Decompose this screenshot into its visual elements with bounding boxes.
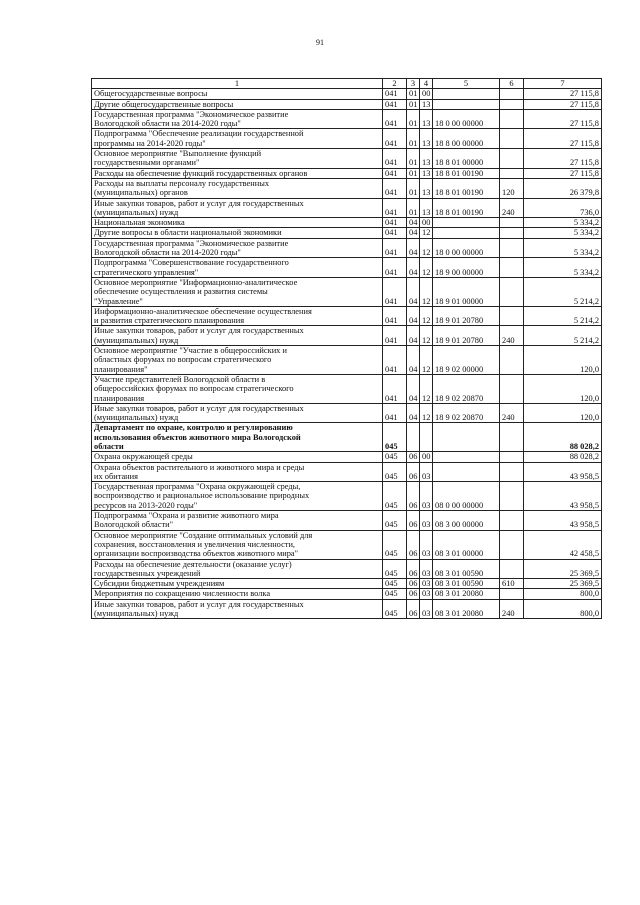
section-code-cell: 06 [407,599,420,619]
target-article-cell [433,89,500,99]
target-article-cell: 18 8 01 00190 [433,178,500,198]
target-article-cell: 08 3 00 00000 [433,511,500,531]
amount-cell: 43 958,5 [524,462,602,482]
table-row [92,168,602,178]
admin-code-cell: 045 [383,423,407,452]
target-article-cell [433,423,500,452]
header-row [92,79,602,89]
expense-type-cell [500,149,524,169]
target-article-cell [433,462,500,482]
table-row [92,89,602,99]
expense-type-cell [500,109,524,129]
admin-code-cell: 045 [383,589,407,599]
subsection-code-cell: 03 [420,482,433,511]
row-name-cell: Расходы на обеспечение деятельности (оказание услуг) государственных учреждений [92,559,383,579]
table-row [92,109,602,129]
expense-type-cell [500,258,524,278]
admin-code-cell: 045 [383,482,407,511]
row-name-cell: Расходы на обеспечение функций государственных органов [92,168,383,178]
expense-type-cell: 120 [500,178,524,198]
expense-type-cell [500,99,524,109]
expense-type-cell: 240 [500,403,524,423]
admin-code-cell: 041 [383,228,407,238]
amount-cell: 27 115,8 [524,129,602,149]
amount-cell: 5 334,2 [524,218,602,228]
header-cell: 3 [407,79,420,89]
admin-code-cell: 041 [383,198,407,218]
subsection-code-cell: 13 [420,178,433,198]
expense-type-cell [500,238,524,258]
admin-code-cell: 045 [383,599,407,619]
table-row [92,599,602,619]
row-name-cell: Субсидии бюджетным учреждениям [92,579,383,589]
amount-cell: 5 214,2 [524,277,602,306]
subsection-code-cell: 03 [420,511,433,531]
admin-code-cell: 045 [383,511,407,531]
table-row [92,462,602,482]
admin-code-cell: 041 [383,277,407,306]
target-article-cell: 08 3 01 20080 [433,589,500,599]
expense-type-cell [500,168,524,178]
row-name-cell: Информационно-аналитическое обеспечение осуществления и развития стратегического планирования [92,306,383,326]
subsection-code-cell: 12 [420,258,433,278]
header-cell: 5 [433,79,500,89]
section-code-cell: 06 [407,589,420,599]
subsection-code-cell: 00 [420,218,433,228]
amount-cell: 5 334,2 [524,258,602,278]
admin-code-cell: 041 [383,168,407,178]
target-article-cell: 18 8 01 00190 [433,168,500,178]
expense-type-cell: 240 [500,326,524,346]
subsection-code-cell: 13 [420,198,433,218]
target-article-cell [433,228,500,238]
expense-type-cell: 240 [500,599,524,619]
amount-cell: 5 214,2 [524,306,602,326]
amount-cell: 800,0 [524,589,602,599]
admin-code-cell: 041 [383,149,407,169]
subsection-code-cell: 13 [420,129,433,149]
amount-cell: 26 379,8 [524,178,602,198]
subsection-code-cell: 12 [420,228,433,238]
section-code-cell: 04 [407,228,420,238]
table-row [92,452,602,462]
target-article-cell [433,99,500,109]
table-row [92,511,602,531]
section-code-cell: 04 [407,306,420,326]
budget-table [91,78,602,619]
target-article-cell [433,218,500,228]
table-row [92,589,602,599]
expense-type-cell: 240 [500,198,524,218]
subsection-code-cell [420,423,433,452]
target-article-cell: 18 8 01 00190 [433,198,500,218]
admin-code-cell: 041 [383,238,407,258]
expense-type-cell: 610 [500,579,524,589]
table-row [92,99,602,109]
row-name-cell: Охрана объектов растительного и животного мира и среды их обитания [92,462,383,482]
table-row [92,277,602,306]
admin-code-cell: 041 [383,89,407,99]
amount-cell: 88 028,2 [524,423,602,452]
expense-type-cell [500,511,524,531]
header-cell: 4 [420,79,433,89]
target-article-cell: 18 0 00 00000 [433,109,500,129]
expense-type-cell [500,589,524,599]
amount-cell: 25 369,5 [524,579,602,589]
subsection-code-cell: 03 [420,530,433,559]
subsection-code-cell: 13 [420,168,433,178]
table-row [92,403,602,423]
expense-type-cell [500,482,524,511]
subsection-code-cell: 12 [420,277,433,306]
target-article-cell: 08 0 00 00000 [433,482,500,511]
header-cell: 6 [500,79,524,89]
section-code-cell: 06 [407,511,420,531]
section-code-cell: 04 [407,346,420,375]
subsection-code-cell: 12 [420,346,433,375]
table-row [92,306,602,326]
row-name-cell: Подпрограмма "Обеспечение реализации государственной программы на 2014-2020 годы" [92,129,383,149]
header-cell: 7 [524,79,602,89]
section-code-cell: 04 [407,218,420,228]
admin-code-cell: 045 [383,559,407,579]
target-article-cell: 18 9 00 00000 [433,258,500,278]
expense-type-cell [500,306,524,326]
section-code-cell: 06 [407,579,420,589]
target-article-cell: 18 0 00 00000 [433,238,500,258]
expense-type-cell [500,129,524,149]
table-row [92,326,602,346]
amount-cell: 5 334,2 [524,228,602,238]
admin-code-cell: 041 [383,99,407,109]
target-article-cell: 18 9 01 00000 [433,277,500,306]
admin-code-cell: 045 [383,462,407,482]
table-row [92,129,602,149]
table-row [92,198,602,218]
row-name-cell: Другие общегосударственные вопросы [92,99,383,109]
amount-cell: 27 115,8 [524,99,602,109]
amount-cell: 27 115,8 [524,89,602,99]
row-name-cell: Участие представителей Вологодской области в общероссийских форумах по вопросам стратегического планирования [92,374,383,403]
section-code-cell: 04 [407,277,420,306]
table-row [92,149,602,169]
amount-cell: 88 028,2 [524,452,602,462]
row-name-cell: Другие вопросы в области национальной экономики [92,228,383,238]
subsection-code-cell: 03 [420,559,433,579]
admin-code-cell: 041 [383,346,407,375]
table-row [92,423,602,452]
subsection-code-cell: 12 [420,306,433,326]
expense-type-cell [500,374,524,403]
amount-cell: 736,0 [524,198,602,218]
target-article-cell: 08 3 01 00590 [433,579,500,589]
table-row [92,346,602,375]
row-name-cell: Мероприятия по сокращению численности волка [92,589,383,599]
section-code-cell: 01 [407,198,420,218]
row-name-cell: Расходы на выплаты персоналу государственных (муниципальных) органов [92,178,383,198]
table-row [92,228,602,238]
expense-type-cell [500,462,524,482]
admin-code-cell: 041 [383,129,407,149]
row-name-cell: Государственная программа "Охрана окружающей среды, воспроизводство и рациональное использование природных ресурсов на 2013-2020 годы" [92,482,383,511]
table-row [92,374,602,403]
row-name-cell: Общегосударственные вопросы [92,89,383,99]
target-article-cell: 08 3 01 20080 [433,599,500,619]
table-body [92,79,602,619]
row-name-cell: Иные закупки товаров, работ и услуг для государственных (муниципальных) нужд [92,198,383,218]
admin-code-cell: 041 [383,178,407,198]
row-name-cell: Охрана окружающей среды [92,452,383,462]
expense-type-cell [500,423,524,452]
section-code-cell: 01 [407,178,420,198]
header-cell: 1 [92,79,383,89]
header-cell: 2 [383,79,407,89]
subsection-code-cell: 13 [420,149,433,169]
amount-cell: 5 214,2 [524,326,602,346]
subsection-code-cell: 12 [420,326,433,346]
amount-cell: 27 115,8 [524,168,602,178]
expense-type-cell [500,218,524,228]
amount-cell: 27 115,8 [524,149,602,169]
admin-code-cell: 041 [383,403,407,423]
subsection-code-cell: 03 [420,599,433,619]
target-article-cell: 08 3 01 00590 [433,559,500,579]
target-article-cell: 18 8 00 00000 [433,129,500,149]
table-row [92,482,602,511]
amount-cell: 43 958,5 [524,511,602,531]
admin-code-cell: 041 [383,218,407,228]
table-row [92,579,602,589]
page-number: 91 [316,38,324,47]
target-article-cell: 18 8 01 00000 [433,149,500,169]
subsection-code-cell: 12 [420,403,433,423]
expense-type-cell [500,452,524,462]
amount-cell: 25 369,5 [524,559,602,579]
section-code-cell: 04 [407,326,420,346]
target-article-cell: 18 9 02 20870 [433,403,500,423]
table-row [92,218,602,228]
row-name-cell: Подпрограмма "Охрана и развитие животного мира Вологодской области" [92,511,383,531]
subsection-code-cell: 13 [420,109,433,129]
section-code-cell: 04 [407,258,420,278]
section-code-cell: 06 [407,462,420,482]
expense-type-cell [500,277,524,306]
amount-cell: 120,0 [524,346,602,375]
amount-cell: 120,0 [524,374,602,403]
row-name-cell: Основное мероприятие "Выполнение функций государственными органами" [92,149,383,169]
section-code-cell [407,423,420,452]
row-name-cell: Государственная программа "Экономическое развитие Вологодской области на 2014-2020 годы" [92,238,383,258]
section-code-cell: 06 [407,530,420,559]
amount-cell: 42 458,5 [524,530,602,559]
section-code-cell: 01 [407,149,420,169]
target-article-cell: 18 9 01 20780 [433,326,500,346]
section-code-cell: 01 [407,89,420,99]
admin-code-cell: 041 [383,326,407,346]
admin-code-cell: 041 [383,306,407,326]
section-code-cell: 04 [407,403,420,423]
amount-cell: 120,0 [524,403,602,423]
admin-code-cell: 041 [383,258,407,278]
expense-type-cell [500,559,524,579]
row-name-cell: Национальная экономика [92,218,383,228]
table-row [92,530,602,559]
section-code-cell: 04 [407,374,420,403]
expense-type-cell [500,346,524,375]
row-name-cell: Основное мероприятие "Информационно-аналитическое обеспечение осуществления и развития системы "Управление" [92,277,383,306]
target-article-cell [433,452,500,462]
row-name-cell: Государственная программа "Экономическое развитие Вологодской области на 2014-2020 годы" [92,109,383,129]
subsection-code-cell: 12 [420,374,433,403]
row-name-cell: Основное мероприятие "Создание оптимальных условий для сохранения, восстановления и увеличения численности, организации воспроизводства объектов животного мира" [92,530,383,559]
subsection-code-cell: 03 [420,579,433,589]
row-name-cell: Иные закупки товаров, работ и услуг для государственных (муниципальных) нужд [92,403,383,423]
subsection-code-cell: 03 [420,462,433,482]
admin-code-cell: 041 [383,374,407,403]
section-code-cell: 06 [407,452,420,462]
amount-cell: 27 115,8 [524,109,602,129]
table-row [92,258,602,278]
amount-cell: 5 334,2 [524,238,602,258]
admin-code-cell: 045 [383,452,407,462]
section-code-cell: 01 [407,129,420,149]
expense-type-cell [500,228,524,238]
admin-code-cell: 045 [383,530,407,559]
section-code-cell: 01 [407,109,420,129]
table-row [92,559,602,579]
subsection-code-cell: 00 [420,89,433,99]
target-article-cell: 18 9 02 20870 [433,374,500,403]
section-code-cell: 01 [407,168,420,178]
section-code-cell: 06 [407,482,420,511]
target-article-cell: 08 3 01 00000 [433,530,500,559]
row-name-cell: Подпрограмма "Совершенствование государственного стратегического управления" [92,258,383,278]
row-name-cell: Департамент по охране, контролю и регулированию использования объектов животного мира Вологодской области [92,423,383,452]
section-code-cell: 01 [407,99,420,109]
expense-type-cell [500,89,524,99]
admin-code-cell: 041 [383,109,407,129]
section-code-cell: 06 [407,559,420,579]
amount-cell: 800,0 [524,599,602,619]
subsection-code-cell: 03 [420,589,433,599]
section-code-cell: 04 [407,238,420,258]
subsection-code-cell: 13 [420,99,433,109]
table-row [92,178,602,198]
target-article-cell: 18 9 01 20780 [433,306,500,326]
row-name-cell: Иные закупки товаров, работ и услуг для государственных (муниципальных) нужд [92,599,383,619]
subsection-code-cell: 12 [420,238,433,258]
row-name-cell: Иные закупки товаров, работ и услуг для государственных (муниципальных) нужд [92,326,383,346]
row-name-cell: Основное мероприятие "Участие в общероссийских и областных форумах по вопросам стратегического планирования" [92,346,383,375]
expense-type-cell [500,530,524,559]
subsection-code-cell: 00 [420,452,433,462]
table-row [92,238,602,258]
target-article-cell: 18 9 02 00000 [433,346,500,375]
admin-code-cell: 045 [383,579,407,589]
amount-cell: 43 958,5 [524,482,602,511]
